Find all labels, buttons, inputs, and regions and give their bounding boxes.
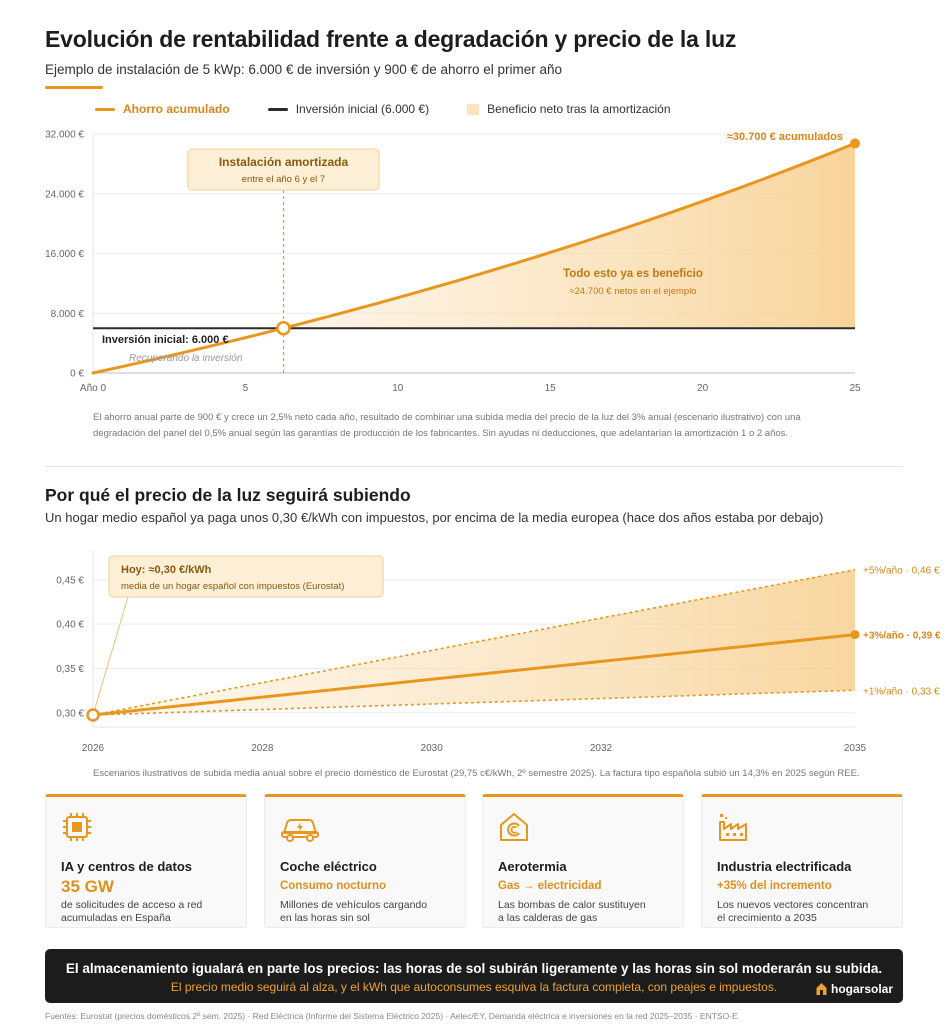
section2-subtitle: Un hogar medio español ya paga unos 0,30 €/kWh con impuestos, por encima de la media europea (hace dos años estaba por debajo) bbox=[45, 510, 824, 525]
card-title: IA y centros de datos bbox=[61, 859, 192, 874]
price-scenarios-chart bbox=[0, 540, 948, 765]
profitability-chart bbox=[0, 120, 948, 400]
card-aerotermia bbox=[482, 794, 684, 928]
legend-item-beneficio bbox=[467, 102, 670, 116]
legend-swatch-beneficio bbox=[467, 104, 479, 115]
card-desc-line1: Los nuevos vectores concentran bbox=[717, 899, 869, 911]
chart2-x-axis bbox=[82, 727, 867, 754]
hoy-connector bbox=[93, 597, 128, 715]
section-divider bbox=[45, 466, 903, 467]
today-marker bbox=[88, 710, 99, 721]
chart2-y-axis bbox=[56, 551, 93, 727]
page-subtitle: Ejemplo de instalación de 5 kWp: 6.000 € de inversión y 900 € de ahorro el primer año bbox=[45, 62, 563, 77]
beneficio-subtitle: ≈24.700 € netos en el ejemplo bbox=[569, 286, 697, 297]
chart1-note-line2: degradación del panel del 0,5% anual según las garantías de producción de los fabricantes. Sin ayudas ni deducciones, que adelantarían la amortización 1 o 2 años. bbox=[93, 428, 789, 439]
card-desc-line1: Millones de vehículos cargando bbox=[280, 899, 428, 911]
hoy-subtitle: media de un hogar español con impuestos (Eurostat) bbox=[121, 581, 345, 592]
card-description bbox=[717, 899, 897, 925]
label-3pct: +3%/año · 0,39 € bbox=[863, 630, 941, 642]
card-desc-line2: en las horas sin sol bbox=[280, 912, 370, 924]
chart2-note: Escenarios ilustrativos de subida media anual sobre el precio doméstico de Eurostat (29,75 c€/kWh, 2º semestre 2025). La factura tipo española subió un 14,3% en 2025 según REE. bbox=[93, 768, 860, 779]
card-highlight: Gas → electricidad bbox=[498, 880, 602, 892]
chart1-y-axis bbox=[45, 130, 93, 380]
card-title: Industria electrificada bbox=[717, 859, 852, 874]
card-industria bbox=[701, 794, 903, 928]
y-tick-label: 0,30 € bbox=[56, 708, 84, 720]
y-tick-label: 24.000 € bbox=[45, 189, 84, 201]
breakeven-marker bbox=[278, 322, 290, 334]
chart1-note-line1: El ahorro anual parte de 900 € y crece un 2,5% neto cada año, resultado de combinar una subida media del precio de la luz del 3% anual (escenario ilustrativo) con una bbox=[93, 412, 801, 423]
x-tick-label: 5 bbox=[242, 383, 249, 394]
legend-label-beneficio: Beneficio neto tras la amortización bbox=[487, 102, 671, 116]
card-desc-line2: el crecimiento a 2035 bbox=[717, 912, 817, 924]
conclusion-banner bbox=[45, 949, 903, 1003]
y-tick-label: 0 € bbox=[70, 368, 84, 380]
card-highlight: +35% del incremento bbox=[717, 880, 832, 892]
end-value-label: ≈30.700 € acumulados bbox=[726, 131, 843, 143]
heat-pump-icon bbox=[498, 811, 530, 843]
card-title: Aerotermia bbox=[498, 859, 567, 874]
banner-subline: El precio medio seguirá al alza, y el kWh que autoconsumes esquiva la factura completa, con peajes e impuestos. bbox=[170, 980, 778, 994]
x-tick-label: 2032 bbox=[589, 743, 613, 754]
card-desc-line1: de solicitudes de acceso a red bbox=[61, 899, 203, 911]
y-tick-label: 8.000 € bbox=[50, 308, 84, 320]
section2-title: Por qué el precio de la luz seguirá subiendo bbox=[45, 485, 411, 505]
card-highlight: Consumo nocturno bbox=[280, 880, 387, 892]
x-tick-label: 10 bbox=[392, 383, 404, 394]
y-tick-label: 0,40 € bbox=[56, 619, 84, 631]
banner-headline: El almacenamiento igualará en parte los precios: las horas de sol subirán ligeramente y las horas sin sol moderarán su subida. bbox=[65, 961, 883, 976]
end-point-marker bbox=[851, 630, 860, 639]
factory-icon bbox=[717, 811, 749, 843]
card-desc-line2: a las calderas de gas bbox=[498, 912, 598, 924]
chart1-x-axis bbox=[80, 373, 861, 394]
x-tick-label: 2035 bbox=[843, 743, 867, 754]
chart1-legend bbox=[95, 102, 709, 116]
title-accent-bar bbox=[45, 86, 103, 89]
y-tick-label: 16.000 € bbox=[45, 249, 84, 260]
legend-item-inversion bbox=[268, 102, 429, 116]
card-ia bbox=[45, 794, 247, 928]
legend-label-inversion: Inversión inicial (6.000 €) bbox=[295, 102, 430, 116]
brand-logo bbox=[816, 982, 893, 996]
card-coche bbox=[264, 794, 466, 928]
legend-swatch-inversion bbox=[268, 108, 288, 111]
house-logo-icon bbox=[816, 982, 827, 996]
x-tick-label: 25 bbox=[849, 383, 861, 394]
electric-car-icon bbox=[280, 811, 320, 843]
chart1-note bbox=[93, 410, 801, 442]
legend-item-ahorro bbox=[95, 102, 230, 116]
card-description bbox=[280, 899, 460, 925]
recuperando-label: Recuperando la inversión bbox=[129, 353, 243, 364]
card-highlight: 35 GW bbox=[61, 877, 114, 896]
x-tick-label: 2026 bbox=[81, 743, 105, 754]
x-tick-label: 2028 bbox=[251, 743, 274, 754]
x-tick-label: 20 bbox=[697, 383, 709, 394]
card-desc-line2: acumuladas en España bbox=[61, 912, 171, 924]
y-tick-label: 32.000 € bbox=[45, 129, 84, 141]
card-description bbox=[61, 899, 241, 925]
y-tick-label: 0,35 € bbox=[56, 663, 84, 675]
inversion-label: Inversión inicial: 6.000 € bbox=[102, 334, 229, 346]
label-1pct: +1%/año · 0,33 € bbox=[863, 686, 940, 698]
brand-name: hogarsolar bbox=[830, 982, 893, 996]
card-description bbox=[498, 899, 678, 925]
x-tick-label: 15 bbox=[544, 383, 556, 394]
x-tick-label: Año 0 bbox=[79, 383, 107, 394]
hoy-title: Hoy: ≈0,30 €/kWh bbox=[121, 564, 212, 576]
chip-icon bbox=[61, 811, 93, 843]
card-title: Coche eléctrico bbox=[280, 859, 377, 874]
legend-label-ahorro: Ahorro acumulado bbox=[123, 102, 230, 116]
end-point-marker bbox=[850, 138, 860, 148]
x-tick-label: 2030 bbox=[420, 743, 443, 754]
sources-footer: Fuentes: Eurostat (precios domésticos 2º sem. 2025) · Red Eléctrica (Informe del Sistema Eléctrico 2025) · Aelec/EY, Demanda eléctrica e inversiones en la red 2025–2035 · ENTSO-E bbox=[45, 1011, 738, 1021]
amortizada-title: Instalación amortizada bbox=[218, 155, 349, 169]
beneficio-title: Todo esto ya es beneficio bbox=[563, 268, 703, 280]
y-tick-label: 0,45 € bbox=[56, 575, 84, 587]
legend-swatch-ahorro bbox=[95, 108, 115, 111]
page-title: Evolución de rentabilidad frente a degradación y precio de la luz bbox=[45, 26, 737, 52]
label-5pct: +5%/año · 0,46 € bbox=[863, 565, 940, 577]
card-desc-line1: Las bombas de calor sustituyen bbox=[498, 899, 646, 911]
amortizada-subtitle: entre el año 6 y el 7 bbox=[241, 174, 326, 185]
